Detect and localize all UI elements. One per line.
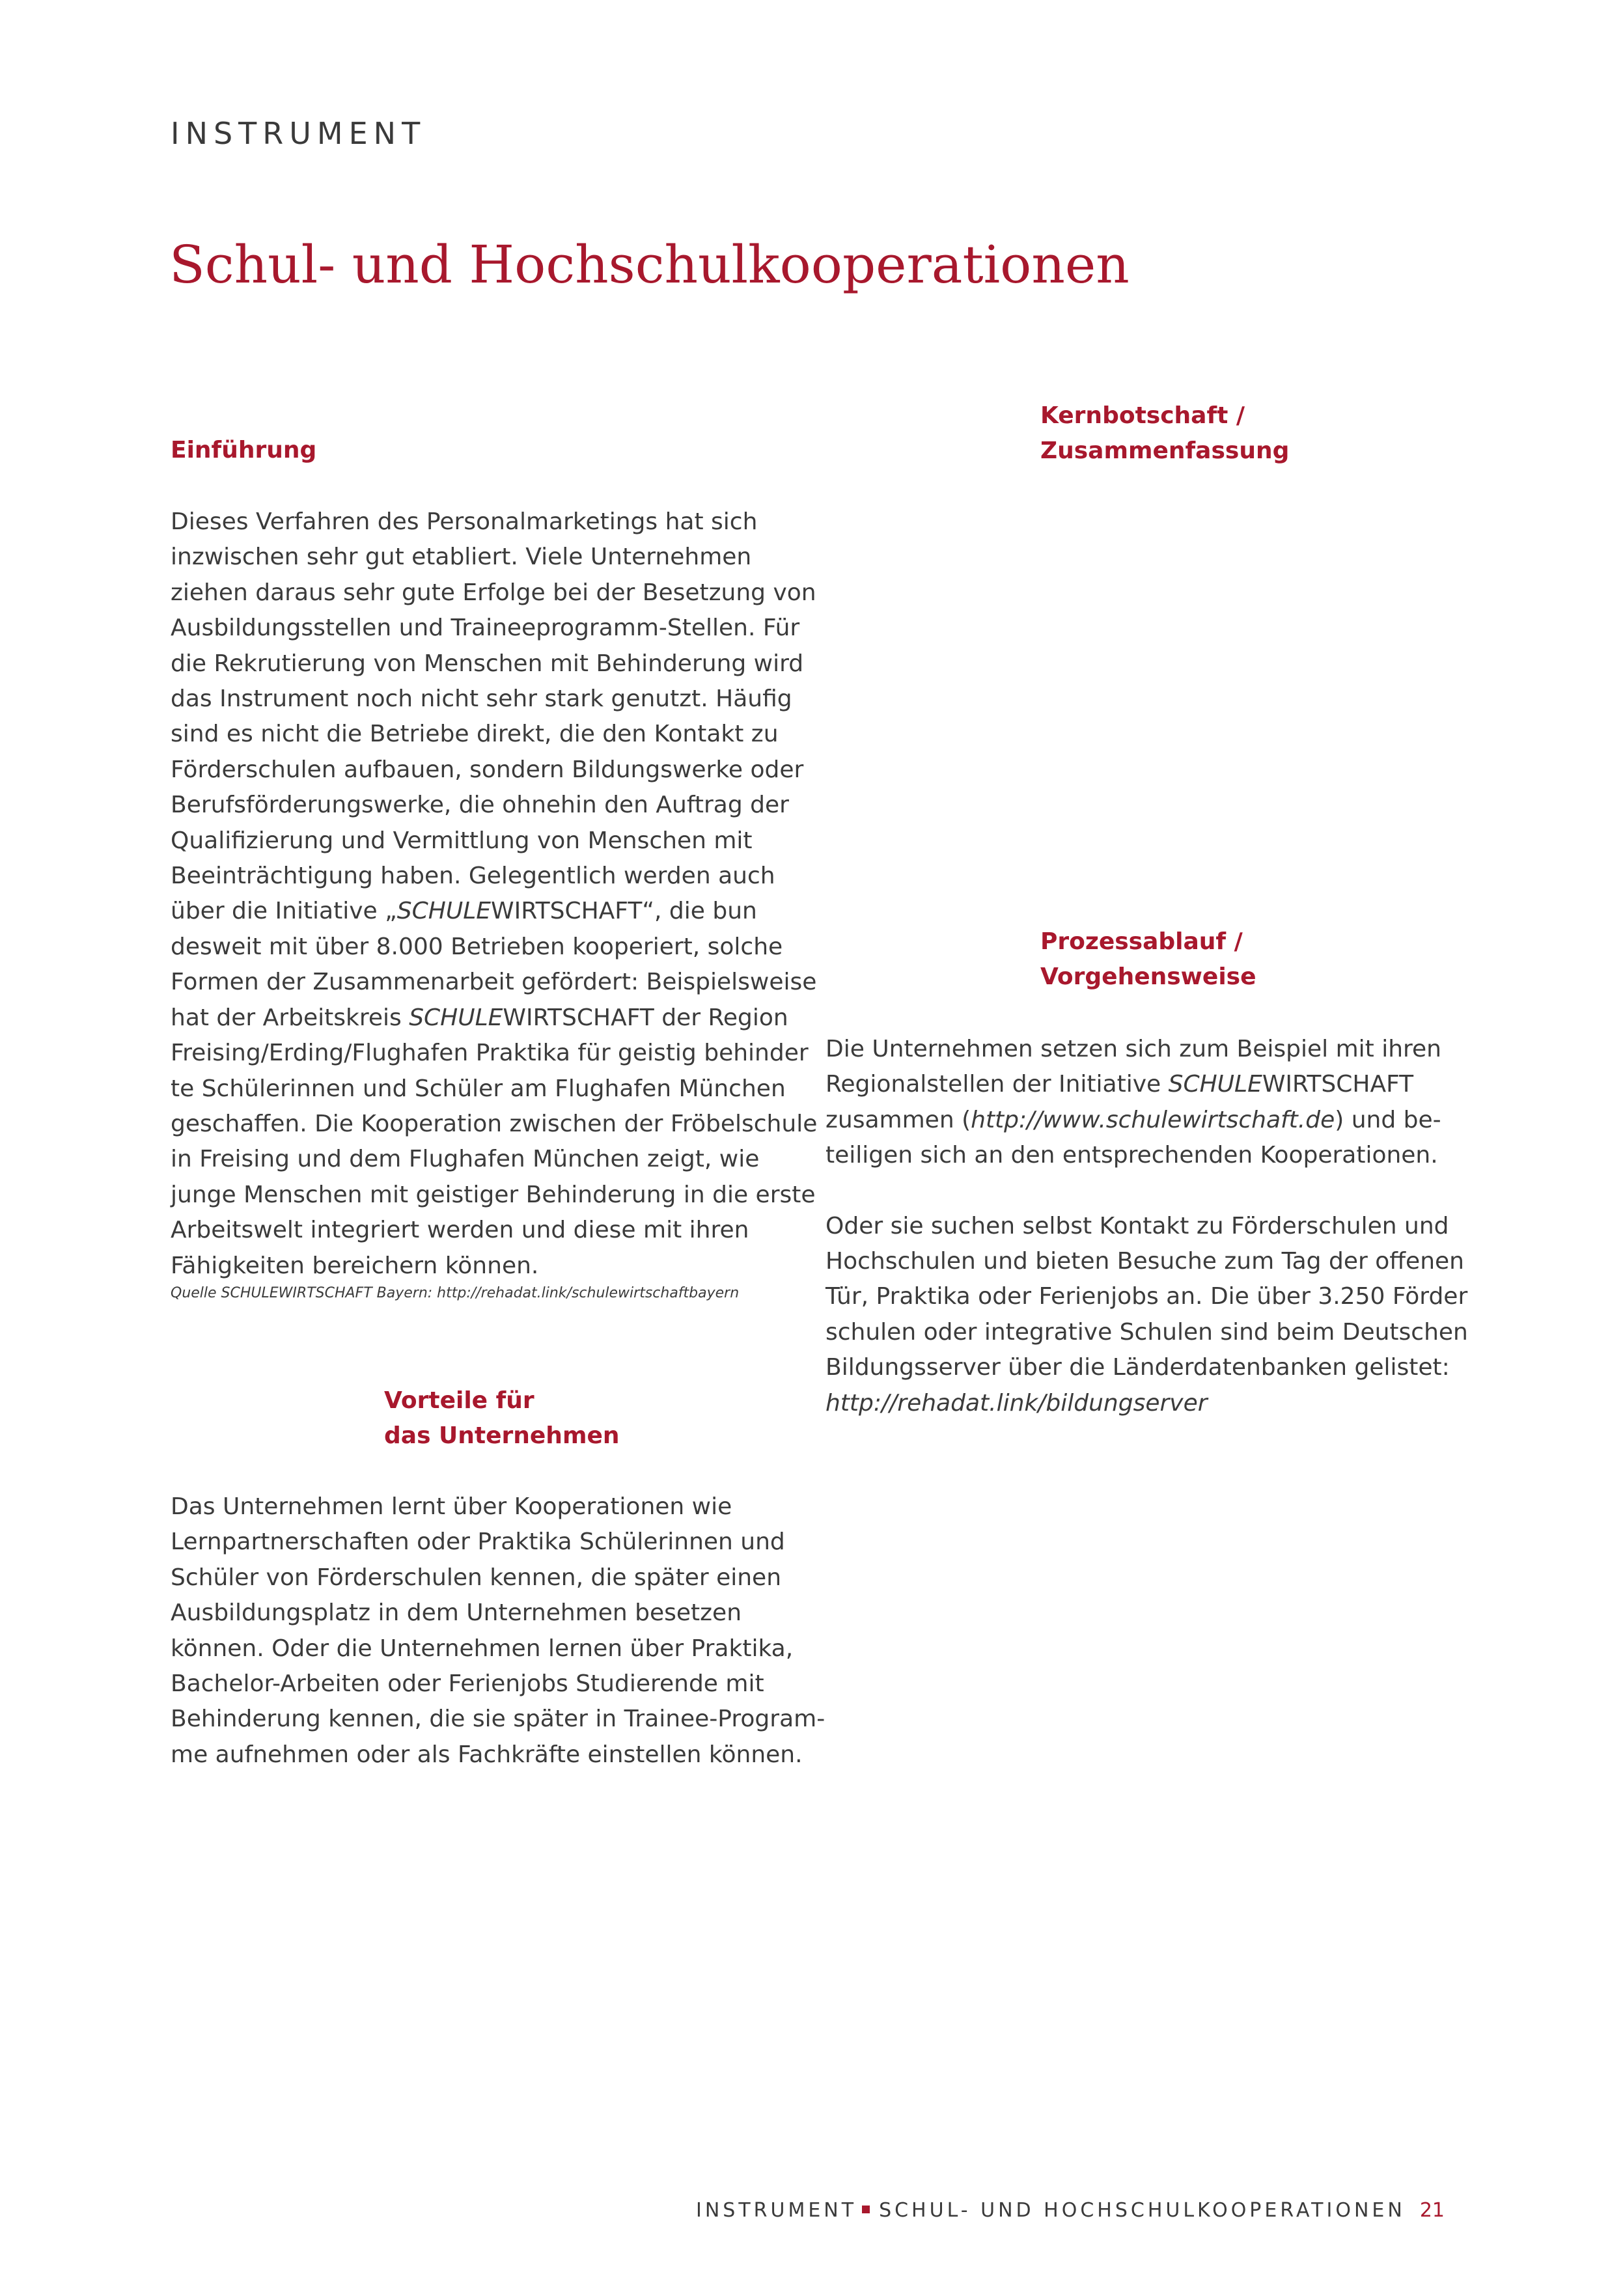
text-line: Freising/Erding/Flughafen Praktika für geistig behinder <box>171 1040 809 1067</box>
heading-einfuehrung: Einführung <box>171 437 317 463</box>
text-line: Die Unternehmen setzen sich zum Beispiel mit ihren <box>825 1036 1442 1062</box>
text-line: Förderschulen aufbauen, sondern Bildungswerke oder <box>171 756 804 783</box>
text-line: junge Menschen mit geistiger Behinderung in die erste <box>171 1181 816 1208</box>
heading-vorteile: Vorteile für das Unternehmen <box>384 1387 620 1449</box>
text-line: sind es nicht die Betriebe direkt, die den Kontakt zu <box>171 721 779 748</box>
schulewirtschaft-link[interactable]: http://www.schulewirtschaft.de <box>971 1106 1335 1133</box>
text-line: Schüler von Förderschulen kennen, die später einen <box>171 1564 782 1591</box>
text-line-website: zusammen (http://www.schulewirtschaft.de) und be- <box>825 1106 1441 1133</box>
text-line: Fähigkeiten bereichern können. <box>171 1252 539 1279</box>
heading-kernbotschaft: Kernbotschaft / Zusammenfassung <box>1040 402 1290 464</box>
text-line: inzwischen sehr gut etabliert. Viele Unternehmen <box>171 544 752 571</box>
vorteile-body <box>171 1489 825 1773</box>
text-line: te Schülerinnen und Schüler am Flughafen München <box>171 1075 786 1102</box>
footer-section: INSTRUMENT <box>695 2199 857 2222</box>
square-bullet-icon <box>862 2206 870 2213</box>
text-line: Lernpartnerschaften oder Praktika Schülerinnen und <box>171 1528 785 1556</box>
text-line: Beeinträchtigung haben. Gelegentlich werden auch <box>171 863 775 890</box>
page-number: 21 <box>1419 2199 1445 2222</box>
text-line: Hochschulen und bieten Besuche zum Tag der offenen <box>825 1248 1464 1275</box>
text-line: das Instrument noch nicht sehr stark genutzt. Häufig <box>171 685 792 713</box>
footer-chapter: SCHUL- UND HOCHSCHULKOOPERATIONEN <box>879 2199 1406 2222</box>
text-line-regionalstellen: Regionalstellen der Initiative SCHULEWIRTSCHAFT <box>825 1071 1414 1098</box>
text-line: Bildungsserver über die Länderdatenbanken gelistet: <box>825 1354 1450 1381</box>
page-footer <box>696 2199 1445 2222</box>
text-line: schulen oder integrative Schulen sind beim Deutschen <box>825 1318 1468 1346</box>
text-line-initiative: über die Initiative „SCHULEWIRTSCHAFT“, die bun <box>171 898 757 925</box>
text-line: ziehen daraus sehr gute Erfolge bei der Besetzung von <box>171 579 816 606</box>
text-line: Ausbildungsplatz in dem Unternehmen besetzen <box>171 1599 742 1627</box>
text-line: Tür, Praktika oder Ferienjobs an. Die über 3.250 Förder <box>825 1283 1468 1310</box>
text-line: Formen der Zusammenarbeit gefördert: Beispielsweise <box>171 969 817 996</box>
text-line: in Freising und dem Flughafen München zeigt, wie <box>171 1146 760 1173</box>
text-line-arbeitskreis: hat der Arbeitskreis SCHULEWIRTSCHAFT der Region <box>171 1004 788 1031</box>
text-line: Qualifizierung und Vermittlung von Menschen mit <box>171 827 753 854</box>
paragraph-gap <box>825 1174 1468 1209</box>
heading-prozessablauf: Prozessablauf / Vorgehensweise <box>1040 928 1256 990</box>
text-line: Arbeitswelt integriert werden und diese mit ihren <box>171 1217 749 1244</box>
text-line: Das Unternehmen lernt über Kooperationen wie <box>171 1493 732 1520</box>
page-title: Schul- und Hochschulkooperationen <box>169 234 1130 295</box>
text-line: desweit mit über 8.000 Betrieben kooperiert, solche <box>171 933 783 960</box>
text-line: me aufnehmen oder als Fachkräfte einstellen können. <box>171 1741 803 1768</box>
einfuehrung-body <box>171 505 817 1284</box>
text-line: Oder sie suchen selbst Kontakt zu Förderschulen und <box>825 1212 1449 1239</box>
text-line: Behinderung kennen, die sie später in Trainee-Program- <box>171 1706 825 1733</box>
text-line: teiligen sich an den entsprechenden Kooperationen. <box>825 1142 1438 1169</box>
source-citation: Quelle SCHULEWIRTSCHAFT Bayern: http://rehadat.link/schulewirtschaftbayern <box>171 1285 740 1301</box>
text-line: Ausbildungsstellen und Traineeprogramm-Stellen. Für <box>171 615 800 642</box>
section-kicker: INSTRUMENT <box>171 116 426 151</box>
text-line: die Rekrutierung von Menschen mit Behinderung wird <box>171 650 804 677</box>
prozess-body <box>825 1032 1468 1421</box>
text-line: geschaffen. Die Kooperation zwischen der Fröbelschule <box>171 1110 818 1137</box>
text-line: Dieses Verfahren des Personalmarketings hat sich <box>171 508 758 535</box>
text-line: Berufsförderungswerke, die ohnehin den Auftrag der <box>171 792 789 819</box>
bildungsserver-link[interactable]: http://rehadat.link/bildungserver <box>825 1389 1208 1417</box>
text-line: können. Oder die Unternehmen lernen über Praktika, <box>171 1635 794 1662</box>
text-line: Bachelor-Arbeiten oder Ferienjobs Studierende mit <box>171 1670 764 1698</box>
